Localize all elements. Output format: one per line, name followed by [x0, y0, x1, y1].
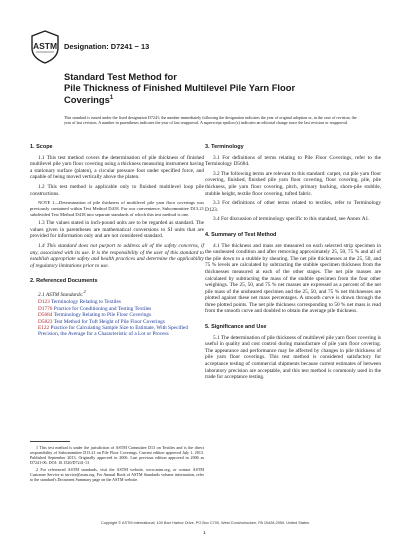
ref-item[interactable]: D1776 Practice for Conditioning and Testing Textiles: [38, 305, 152, 312]
para-1-1: 1.1 This test method covers the determination of pile thickness of finished multilevel pile yarn floor covering using a thickness measuring instrument having a stationary surface (platen), a circular pressure foot under specified force, and capable of being moved vertically above the platen.: [30, 154, 204, 181]
para-3-2: 3.2 The following terms are relevant to this standard: carpet, cut pile yarn floor covering, finished, finished pile yarn floor covering, floor covering, pile, pile thickness, pile yarn floor covering, pitch, primary backing, shorn-pile stubble, stubble height, textile floor covering, tufted fabric.: [205, 170, 381, 197]
footnote-2: 2 For referenced ASTM standards, visit the ASTM website, www.astm.org, or contact ASTM Customer Service at service@astm.org. For Annual Book of ASTM Standards volume information, refer to the standard's Document Summary page on the ASTM website.: [30, 467, 204, 482]
svg-text:ASTM: ASTM: [32, 41, 58, 51]
ref-item[interactable]: E122 Practice for Calculating Sample Size to Estimate, With Specified Precision, the Average for a Characteristic of a Lot or Process: [38, 325, 189, 338]
section-scope-heading: 1. Scope: [30, 144, 53, 150]
section-referenced-heading: 2. Referenced Documents: [30, 278, 98, 285]
para-4-1: 4.1 The thickness and mass are measured on each selected strip specimen in the unsheared condition and after removing approximately 25, 50, 75 % and all of the pile down to a stubble by shearing. The net pile thicknesses at the 25, 50, and 75 % levels are calculated by subtracting the stubble specimen thickness from the thicknesses measured at each of the other stages. The net pile masses are calculated by subtracting the mass of the stubble specimen from the four other weighings. The 25, 50, and 75 % net masses are expressed as a percent of the net pile mass of the unsheared specimen and the 25, 50, and 75 % net thicknesses are plotted against these net mass percentages. A smooth curve is drawn through the three plotted points. The net pile thickness corresponding to 50 % net mass is read from the smooth curve and doubled to obtain the average pile thickness.: [205, 242, 381, 315]
title-line-2: Pile Thickness of Finished Multilevel Pile Yarn Floor: [64, 82, 296, 93]
footnote-rule: [30, 441, 70, 442]
section-terminology-heading: 3. Terminology: [205, 144, 244, 150]
ref-item[interactable]: D123 Terminology Relating to Textiles: [38, 299, 121, 306]
astm-logo: [30, 30, 60, 64]
page-number: 1: [203, 530, 206, 535]
para-1-3: 1.3 The values stated in inch-pound units are to be regarded as standard. The values given in parentheses are mathematical conversions to SI units that are provided for information only and are not considered standard.: [30, 220, 204, 240]
title-footnote-mark: 1: [109, 95, 114, 101]
title-line-1: Standard Test Method for: [64, 71, 177, 82]
copyright-line: Copyright © ASTM International, 100 Barr Harbor Drive, PO Box C700, West Conshohocken, PA 19428-2959. United States: [100, 521, 309, 525]
title-line-3: Coverings$^1$: [64, 94, 114, 106]
right-column: [205, 144, 381, 384]
astm-standards-subheading: 2.1 ASTM Standards:$^2$: [38, 289, 86, 298]
left-column: [30, 144, 204, 338]
standard-notice: This standard is issued under the fixed designation D7241; the number immediately following the designation indicates the year of original adoption or, in the case of revision, the year of last revision. A number in parentheses indicates the year of last reapproval. A superscript epsilon (ε) indicates an editorial change since the last revision or reapproval.: [64, 115, 357, 126]
para-5-1: 5.1 The determination of pile thickness of multilevel pile yarn floor covering is useful in quality and cost control during manufacture of pile yarn floor covering. The appearance and performance may be affected by changes in pile thickness of pile yarn floor coverings. This test method is considered satisfactory for acceptance testing of commercial shipments because current estimates of between laboratory precision are acceptable, and this test method is commonly used in the trade for acceptance testing.: [205, 334, 381, 381]
para-3-3: 3.3 For definitions of other terms related to textiles, refer to Terminology D123.: [205, 200, 381, 213]
note-1: NOTE 1—Determination of pile thickness of multilevel pile yarn floor coverings was previously contained within Test Method D418. For our convenience, Subcommittee D13.21 subdivided Test Method D418 into separate standards of which this test method is one.: [30, 200, 204, 217]
para-1-2: 1.2 This test method is applicable only to finished multilevel loop pile constructions.: [30, 183, 204, 197]
footnote-1: 1 This test method is under the jurisdiction of ASTM Committee D13 on Textiles and is the direct responsibility of Subcommittee D13.21 on Pile Floor Coverings. Current edition approved July 1, 2013. Published September 2013. Originally approved in 2006. Last previous edition approved in 2006 as D7241-06. DOI: 10.1520/D7241-13: [30, 445, 204, 465]
footnotes: [30, 441, 204, 484]
document-title: [64, 71, 364, 105]
ref-item[interactable]: D5684 Terminology Relating to Pile Floor Coverings: [38, 312, 152, 319]
section-summary-heading: 4. Summary of Test Method: [205, 231, 277, 238]
designation: Designation: D7241 − 13: [64, 42, 150, 51]
section-significance-heading: 5. Significance and Use: [205, 324, 267, 331]
para-1-4: 1.4 This standard does not purport to address all of the safety concerns, if any, associated with its use. It is the responsibility of the user of this standard to establish appropriate safety and health practices and determine the applicability of regulatory limitations prior to use.: [30, 243, 204, 269]
para-3-1: 3.1 For definitions of terms relating to Pile Floor Coverings, refer to the Terminology D5684.: [205, 154, 381, 168]
para-3-4: 3.4 For discussion of terminology specific to this standard, see Annex A1.: [213, 216, 370, 223]
ref-item[interactable]: D5823 Test Method for Tuft Height of Pile Floor Coverings: [38, 318, 165, 325]
